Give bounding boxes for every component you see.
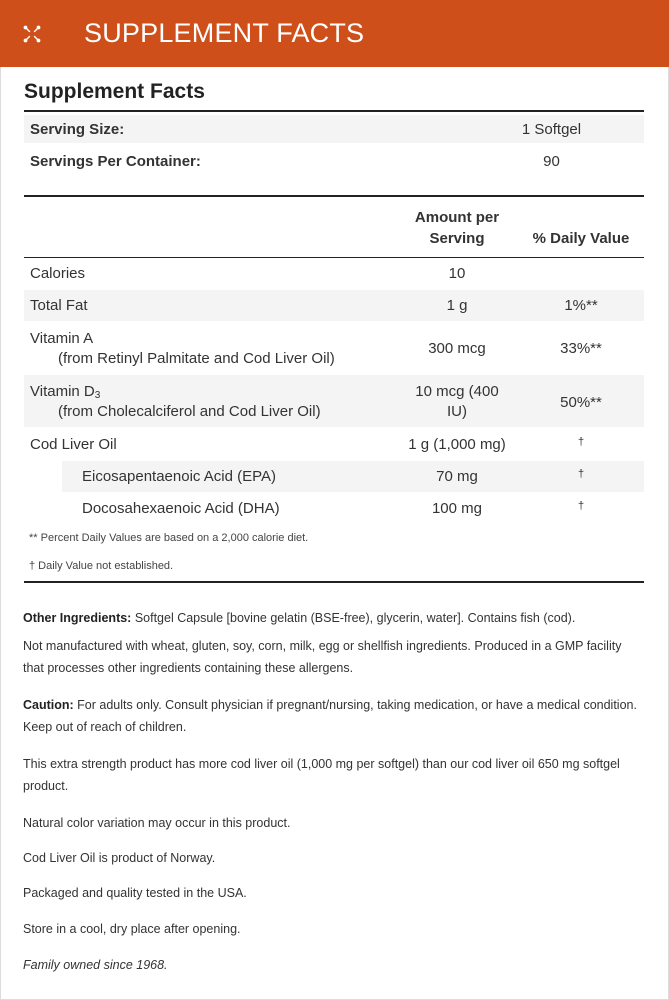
footnote-daily-values: ** Percent Daily Values are based on a 2,000 calorie diet. [29,532,309,544]
nutrient-name: Cod Liver Oil [30,436,117,453]
table-row [24,428,644,459]
nutrient-amount: 300 mcg [428,340,486,357]
facts-title: Supplement Facts [24,80,205,103]
nutrient-dv: † [577,468,585,480]
column-headers [24,205,644,255]
modal-header [0,0,669,67]
nutrient-name: Eicosapentaenoic Acid (EPA) [82,468,276,485]
nutrient-name: Vitamin A [30,330,94,347]
nutrient-name: Calories [30,265,86,282]
divider [24,110,644,112]
extra-strength-note: This extra strength product has more cod liver oil (1,000 mg per softgel) than our cod liver oil 650 mg softgel product. [23,757,620,793]
col-amount-line1: Amount per [414,209,500,226]
nutrient-dv: † [577,500,585,512]
table-row [24,258,644,289]
nutrient-dv: 1%** [564,297,598,314]
other-ingredients-label: Other Ingredients: [23,611,132,625]
storage-note: Store in a cool, dry place after opening. [23,922,241,936]
subscript: 3 [94,390,101,401]
divider [24,581,644,583]
modal-title: SUPPLEMENT FACTS [84,18,365,48]
table-row [62,493,644,524]
other-ingredients: Other Ingredients: Softgel Capsule [bovine gelatin (BSE-free), glycerin, water]. Contains fish (cod). [23,611,576,625]
table-row [62,461,644,492]
table-row [24,322,644,374]
table-row [24,375,644,427]
nutrient-name: Vitamin $D_3$ [30,383,101,401]
packaged-note: Packaged and quality tested in the USA. [23,886,247,900]
color-variation-note: Natural color variation may occur in this product. [23,816,291,830]
nutrient-name: Total Fat [30,297,88,314]
serving-size-value: 1 Softgel [521,121,582,138]
serving-size-row [24,115,644,143]
nutrient-source: (from Cholecalciferol and Cod Liver Oil) [58,403,321,420]
nutrient-dv: 50%** [560,394,602,411]
family-owned-note: Family owned since 1968. [23,958,168,972]
allergen-statement: Not manufactured with wheat, gluten, soy, corn, milk, egg or shellfish ingredients. Produced in a GMP facility that processes other ingredients containing these allergens. [23,639,622,675]
origin-note: Cod Liver Oil is product of Norway. [23,851,216,865]
nutrient-amount: 1 g [446,297,468,314]
caution: Caution: For adults only. Consult physician if pregnant/nursing, taking medication, or have a medical condition. Keep out of reach of children. [23,698,637,734]
nutrient-amount: 10 [448,265,466,282]
table-row [24,290,644,321]
nutrient-name: Docosahexaenoic Acid (DHA) [82,500,280,517]
col-daily-value: % Daily Value [532,230,630,247]
close-icon[interactable] [22,24,42,44]
col-amount-line2: Serving [429,230,485,247]
nutrient-amount: 70 mg [436,468,478,485]
servings-value: 90 [543,153,560,170]
caution-label: Caution: [23,698,74,712]
footnote-dagger: † Daily Value not established. [29,560,174,572]
nutrient-source: (from Retinyl Palmitate and Cod Liver Oil) [58,350,335,367]
nutrient-dv: † [577,436,585,448]
nutrient-amount: 100 mg [431,500,483,517]
nutrient-dv: 33%** [560,340,602,357]
nutrient-amount: 1 g (1,000 mg) [408,436,506,453]
nutrient-amount-line1: 10 mcg (400 [415,383,499,400]
servings-label: Servings Per Container: [30,153,201,170]
nutrient-amount-line2: IU) [447,403,467,420]
serving-size-label: Serving Size: [30,121,125,138]
divider [24,195,644,197]
servings-row [24,146,644,176]
